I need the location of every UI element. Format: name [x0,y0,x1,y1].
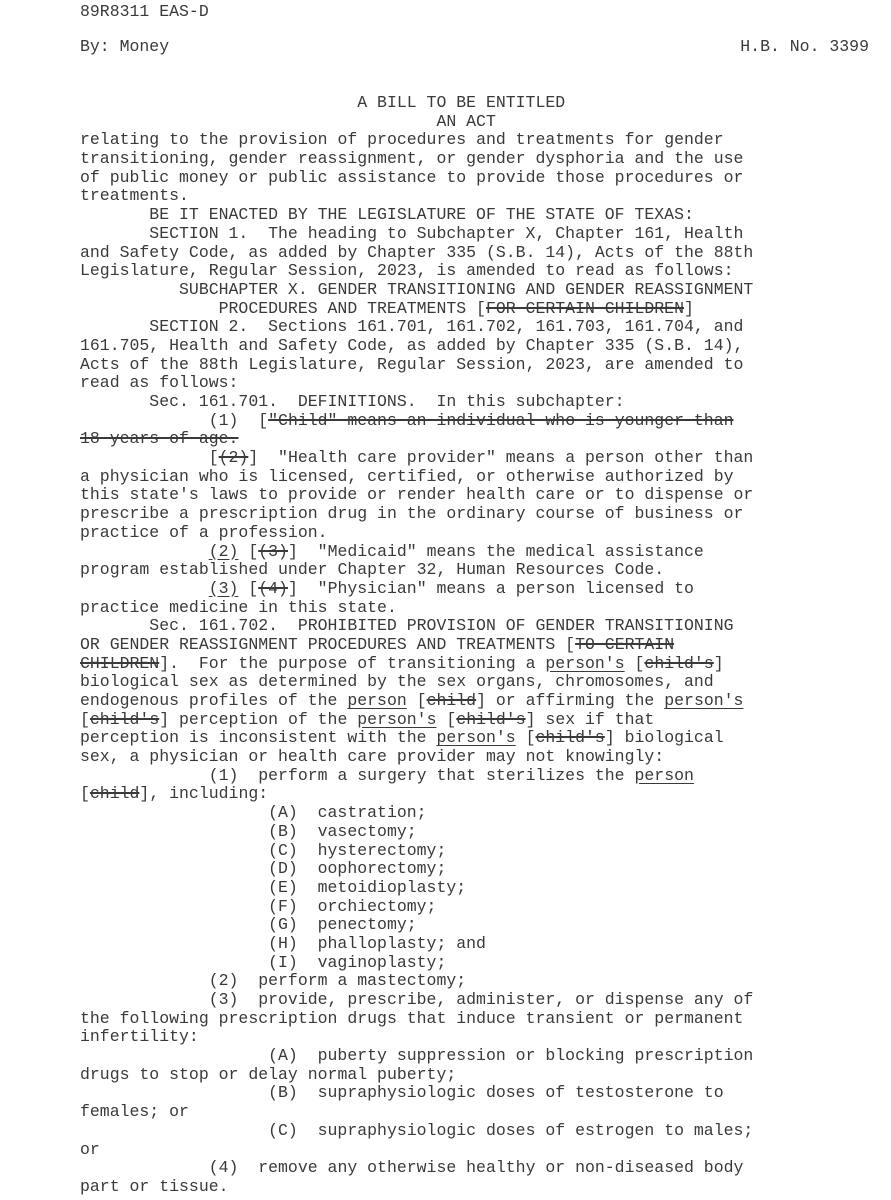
text-segment: ] perception of the [159,709,358,729]
text-segment: (G) penectomy; [268,915,417,935]
deleted-text: child's [456,709,526,729]
inserted-text: person's [545,653,625,673]
text-segment: PROCEDURES AND TREATMENTS [ [218,298,486,318]
text-segment: endogenous profiles of the [80,691,348,710]
bill-author: By: Money [80,37,170,56]
text-segment: practice medicine in this state. [80,597,397,617]
bill-text-line [80,524,880,543]
bill-text-line [80,1010,880,1029]
text-segment: OR GENDER REASSIGNMENT PROCEDURES AND TREATMENTS [ [80,634,576,654]
bill-text-line [80,468,880,487]
inserted-text: person's [664,691,744,710]
text-segment: Legislature, Regular Session, 2023, is amended to read as follows: [80,261,734,281]
text-segment: sex, a physician or health care provider may not knowingly: [80,747,665,767]
bill-text-line [80,169,880,188]
text-segment: [ [238,541,259,561]
deleted-text: (3) [258,541,288,561]
deleted-text: (2) [218,448,249,468]
inserted-text: (3) [208,578,239,598]
text-segment: (2) perform a mastectomy; [208,971,467,991]
text-segment: (E) metoidioplasty; [268,877,467,897]
text-segment: transitioning, gender reassignment, or gender dysphoria and the use [80,149,744,169]
deleted-text: child [89,784,140,804]
text-segment: SECTION 1. The heading to Subchapter X, Chapter 161, Health [149,223,744,243]
text-segment: biological sex as determined by the sex organs, chromosomes, and [80,672,714,692]
bill-text-line [80,954,880,973]
text-segment: (3) provide, prescribe, administer, or dispense any of [208,990,754,1009]
bill-text-line [80,599,880,618]
inserted-text: (2) [208,541,239,561]
text-segment: of public money or public assistance to provide those procedures or [80,167,744,187]
text-segment: 161.705, Health and Safety Code, as added by Chapter 335 (S.B. 14), [80,335,744,355]
bill-text-line [80,898,880,917]
bill-text-line [80,187,880,206]
bill-text-line [80,1028,880,1047]
deleted-text: (4) [258,578,288,598]
bill-text-line [80,430,880,449]
text-segment: program established under Chapter 32, Human Resources Code. [80,560,665,580]
text-segment: [ [80,784,90,804]
bill-text-line [80,673,880,692]
text-segment: ], including: [139,784,269,804]
text-segment: part or tissue. [80,1176,229,1196]
text-segment: prescribe a prescription drug in the ordinary course of business or [80,504,744,524]
text-segment: ] biological [604,728,724,748]
bill-text-line [80,916,880,935]
text-segment: ] or affirming the [476,691,665,710]
text-segment: (A) castration; [268,803,427,823]
bill-text-line [80,617,880,636]
text-segment: ] "Health care provider" means a person other than [248,448,754,468]
text-segment: SECTION 2. Sections 161.701, 161.702, 161.703, 161.704, and [149,317,744,337]
deleted-text: TO CERTAIN [575,634,675,654]
text-segment: (F) orchiectomy; [268,896,437,916]
text-segment: [ [80,709,90,729]
deleted-text: child's [535,728,605,748]
text-segment: [ [624,653,645,673]
text-segment: females; or [80,1102,189,1122]
text-segment: read as follows: [80,373,239,393]
text-segment: (C) supraphysiologic doses of estrogen to males; [268,1120,754,1140]
text-segment: [ [238,578,259,598]
bill-text-line [80,1066,880,1085]
inserted-text: person [347,691,407,710]
bill-text-line [80,785,880,804]
bill-text-line [80,860,880,879]
text-segment: ]. For the purpose of transitioning a [159,653,546,673]
text-segment: [ [436,709,457,729]
text-segment: this state's laws to provide or render health care or to dispense or [80,485,754,505]
bill-text-line [80,748,880,767]
bill-text-line [80,636,880,655]
text-segment: infertility: [80,1027,199,1047]
deleted-text: CHILDREN [80,653,160,673]
bill-text-line [80,150,880,169]
bill-text-line [80,935,880,954]
bill-title-line [80,94,880,113]
text-segment: BE IT ENACTED BY THE LEGISLATURE OF THE STATE OF TEXAS: [149,205,694,225]
text-segment: and Safety Code, as added by Chapter 335 (S.B. 14), Acts of the 88th [80,242,754,262]
bill-text-line [80,281,880,300]
deleted-text: "Child" means an individual who is younger than [268,410,734,430]
text-segment: the following prescription drugs that induce transient or permanent [80,1008,744,1028]
text-segment: (D) oophorectomy; [268,859,447,879]
deleted-text: child's [89,709,160,729]
bill-text-line [80,804,880,823]
bill-text-line [80,131,880,150]
text-segment: AN ACT [436,111,496,131]
inserted-text: person [634,765,694,785]
bill-text-line [80,1159,880,1178]
text-segment: drugs to stop or delay normal puberty; [80,1064,457,1084]
bill-text-line [80,300,880,319]
text-segment: (C) hysterectomy; [268,840,447,860]
inserted-text: person's [357,709,437,729]
text-segment: (B) vasectomy; [268,821,417,841]
deleted-text: child [426,691,477,710]
text-segment: ] "Medicaid" means the medical assistance [287,541,704,561]
text-segment: relating to the provision of procedures and treatments for gender [80,130,724,150]
bill-text-line [80,262,880,281]
text-segment: (A) puberty suppression or blocking prescription [268,1046,754,1066]
bill-text-line [80,225,880,244]
text-segment: (I) vaginoplasty; [268,952,447,972]
bill-text-line [80,561,880,580]
text-segment: (1) [ [208,410,269,430]
bill-text-line [80,318,880,337]
bill-title-line [80,113,880,132]
bill-text-line [80,991,880,1010]
text-segment: (B) supraphysiologic doses of testosterone to [268,1083,724,1103]
text-segment: SUBCHAPTER X. GENDER TRANSITIONING AND GENDER REASSIGNMENT [179,279,754,299]
bill-text-line [80,244,880,263]
text-segment: treatments. [80,186,189,206]
bill-number: H.B. No. 3399 [740,37,869,56]
bill-code: 89R8311 EAS-D [80,2,209,21]
text-segment: [ [515,728,536,748]
text-segment: perception is inconsistent with the [80,728,437,748]
bill-text-line [80,655,880,674]
bill-text-line [80,580,880,599]
bill-text-line [80,711,880,730]
bill-text-line [80,729,880,748]
text-segment: ] [684,298,694,318]
bill-text-line [80,1103,880,1122]
text-segment: or [80,1139,100,1159]
bill-text-line [80,1084,880,1103]
deleted-text: 18 years of age. [80,429,239,449]
bill-text-line [80,842,880,861]
bill-text-line [80,1141,880,1160]
bill-text [80,94,880,1197]
bill-text-line [80,1047,880,1066]
bill-text-line [80,449,880,468]
bill-text-line [80,412,880,431]
text-segment: Sec. 161.702. PROHIBITED PROVISION OF GENDER TRANSITIONING [149,616,734,636]
text-segment: a physician who is licensed, certified, or otherwise authorized by [80,466,734,486]
text-segment: ] sex if that [525,709,655,729]
deleted-text: FOR CERTAIN CHILDREN [485,298,684,318]
text-segment: Sec. 161.701. DEFINITIONS. In this subchapter: [149,392,625,411]
bill-text-line [80,767,880,786]
text-segment: practice of a profession. [80,522,328,542]
text-segment: [ [406,691,427,710]
bill-text-line [80,374,880,393]
text-segment: ] [713,653,724,673]
bill-text-line [80,486,880,505]
bill-text-line [80,337,880,356]
bill-text-line [80,505,880,524]
bill-text-line [80,879,880,898]
text-segment: (1) perform a surgery that sterilizes the [208,765,635,785]
bill-text-line [80,972,880,991]
text-segment: Acts of the 88th Legislature, Regular Session, 2023, are amended to [80,354,744,374]
bill-text-line [80,823,880,842]
text-segment: (4) remove any otherwise healthy or non-diseased body [208,1158,744,1178]
text-segment: A BILL TO BE ENTITLED [357,93,566,112]
text-segment: (H) phalloplasty; and [268,933,486,953]
bill-text-line [80,543,880,562]
inserted-text: person's [436,728,516,748]
bill-text-line [80,356,880,375]
text-segment: [ [208,448,219,468]
bill-text-line [80,206,880,225]
deleted-text: child's [644,653,714,673]
bill-text-line [80,692,880,711]
bill-text-line [80,1122,880,1141]
text-segment: ] "Physician" means a person licensed to [287,578,694,598]
bill-text-line [80,393,880,412]
bill-text-line [80,1178,880,1197]
